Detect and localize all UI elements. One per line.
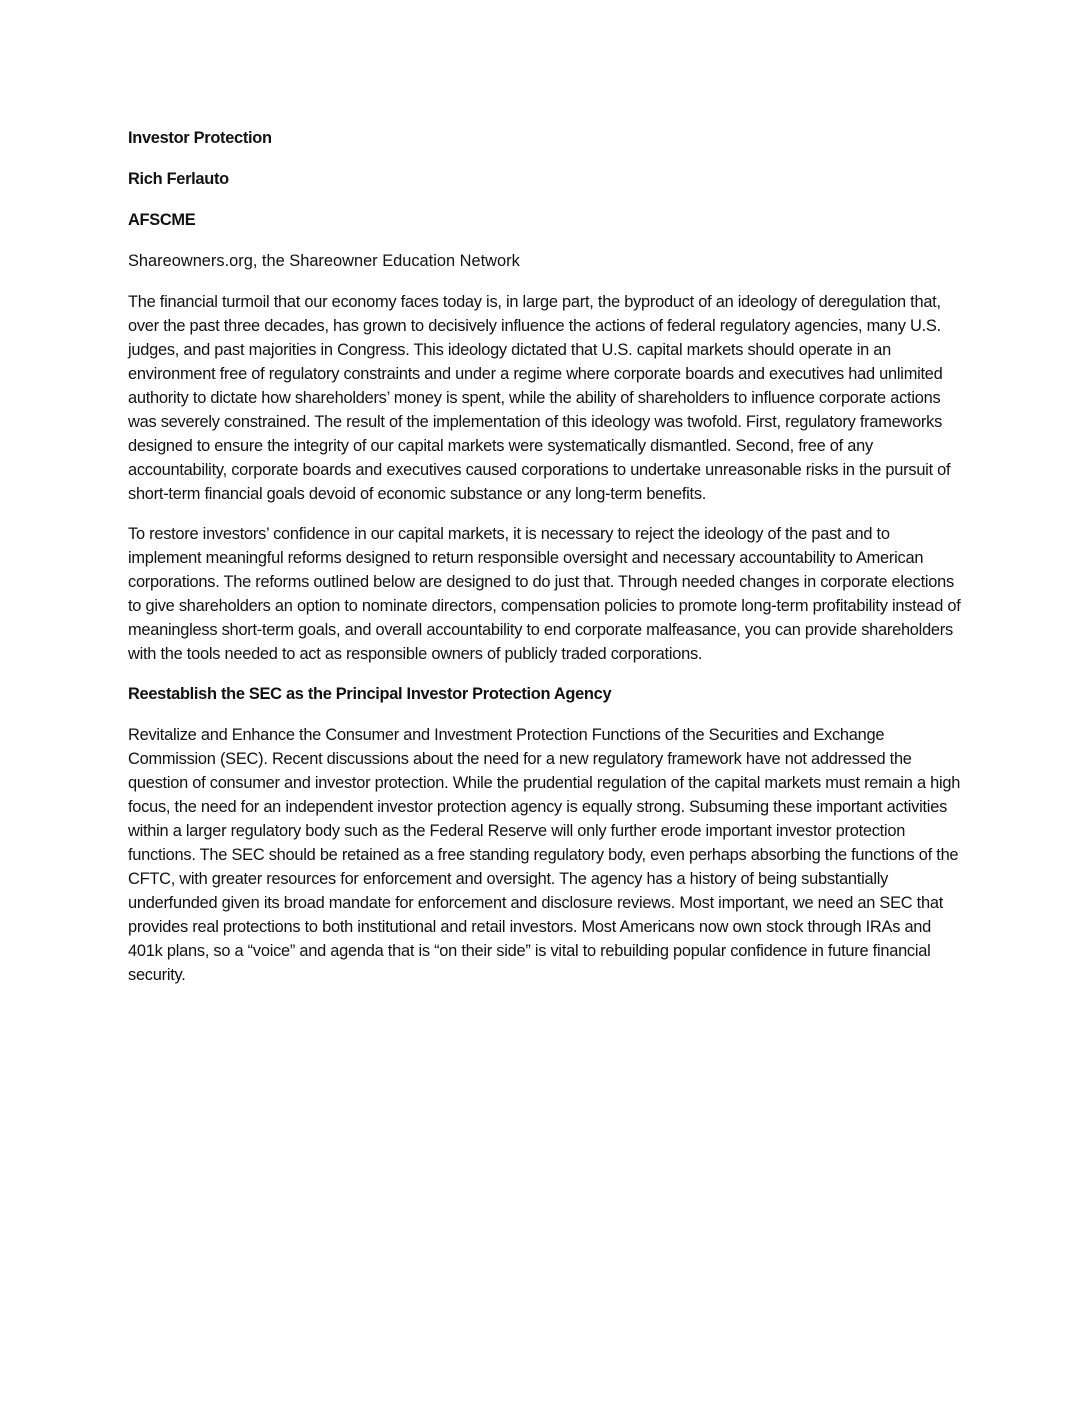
organization-name: AFSCME <box>128 211 196 229</box>
section-heading: Reestablish the SEC as the Principal Investor Protection Agency <box>128 685 612 703</box>
section-paragraph: Revitalize and Enhance the Consumer and Investment Protection Functions of the Securities and Exchange Commission (SEC). Recent discussions about the need for a new regulatory framework have not addressed the question of consumer and investor protection. While the prudential regulation of the capital markets must remain a high focus, the need for an independent investor protection agency is equally strong. Subsuming these important activities within a larger regulatory body such as the Federal Reserve will only further erode important investor protection functions. The SEC should be retained as a free standing regulatory body, even perhaps absorbing the functions of the CFTC, with greater resources for enforcement and oversight. The agency has a history of being substantially underfunded given its broad mandate for enforcement and disclosure reviews. Most important, we need an SEC that provides real protections to both institutional and retail investors. Most Americans now own stock through IRAs and 401k plans, so a “voice” and agenda that is “on their side” is vital to rebuilding popular confidence in future financial security. <box>128 726 961 984</box>
author-name: Rich Ferlauto <box>128 170 229 188</box>
intro-paragraph-2: To restore investors’ confidence in our capital markets, it is necessary to reject the ideology of the past and to implement meaningful reforms designed to return responsible oversight and necessary accountability to American corporations. The reforms outlined below are designed to do just that. Through needed changes in corporate elections to give shareholders an option to nominate directors, compensation policies to promote long-term profitability instead of meaningless short-term goals, and overall accountability to end corporate malfeasance, you can provide shareholders with the tools needed to act as responsible owners of publicly traded corporations. <box>128 525 961 663</box>
document-title: Investor Protection <box>128 129 272 147</box>
document-page <box>128 126 963 1003</box>
intro-paragraph-1: The financial turmoil that our economy faces today is, in large part, the byproduct of an ideology of deregulation that, over the past three decades, has grown to decisively influence the actions of federal regulatory agencies, many U.S. judges, and past majorities in Congress. This ideology dictated that U.S. capital markets should operate in an environment free of regulatory constraints and under a regime where corporate boards and executives had unlimited authority to dictate how shareholders’ money is spent, while the ability of shareholders to influence corporate actions was severely constrained. The result of the implementation of this ideology was twofold. First, regulatory frameworks designed to ensure the integrity of our capital markets were systematically dismantled. Second, free of any accountability, corporate boards and executives caused corporations to undertake unreasonable risks in the pursuit of short-term financial goals devoid of economic substance or any long-term benefits. <box>128 293 951 503</box>
affiliation-line: Shareowners.org, the Shareowner Education Network <box>128 252 520 270</box>
